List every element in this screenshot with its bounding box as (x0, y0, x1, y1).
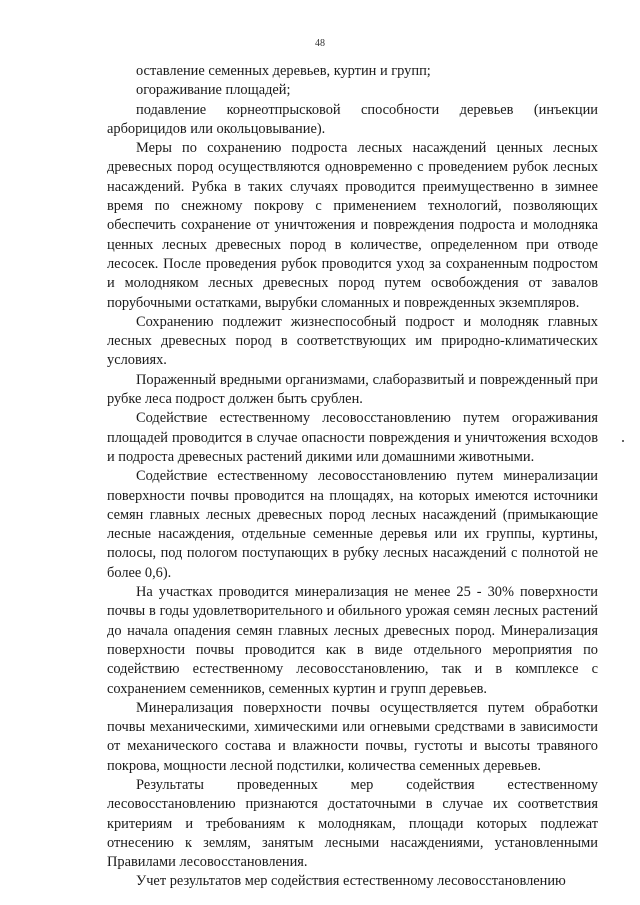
document-body (107, 62, 598, 892)
paragraph-10: Минерализация поверхности почвы осуществляется путем обработки почвы механическими, химическими или огневыми средствами в зависимости от механического состава и влажности почвы, густоты и высоты травяного покрова, мощности лесной подстилки, количества семенных деревьев. (107, 699, 598, 774)
paragraph-2: огораживание площадей; (136, 82, 291, 99)
paragraph-12: Учет результатов мер содействия естественному лесовосстановлению (136, 873, 566, 890)
paragraph-4: Меры по сохранению подроста лесных насаждений ценных лесных древесных пород осуществляются одновременно с проведением рубок лесных насаждений. Рубка в таких случаях проводится преимущественно в зимнее время по снежному покрову с применением технологий, позволяющих обеспечить сохранение от уничтожения и повреждения подроста и молодняка ценных лесных древесных пород в количестве, определенном при отводе лесосек. После проведения рубок проводится уход за сохраненным подростом и молодняком лесных древесных пород путем освобождения от завалов порубочными остатками, вырубки сломанных и поврежденных экземпляров. (107, 140, 598, 311)
paragraph-1: оставление семенных деревьев, куртин и групп; (136, 63, 431, 79)
paragraph-8: Содействие естественному лесовосстановлению путем минерализации поверхности почвы проводится на площадях, на которых имеются источники семян главных лесных древесных пород лесных насаждений (примыкающие лесные насаждения, отдельные семенные деревья или их группы, куртины, полосы, под пологом поступающих в рубку лесных насаждений с полнотой не более 0,6). (107, 468, 598, 581)
paragraph-6: Пораженный вредными организмами, слаборазвитый и поврежденный при рубке леса подрост должен быть срублен. (107, 371, 598, 408)
paragraph-9: На участках проводится минерализация не менее 25 - 30% поверхности почвы в годы удовлетворительного и обильного урожая семян лесных растений до начала опадения семян главных лесных древесных пород. Минерализация поверхности почвы проводится как в виде отдельного мероприятия по содействию естественному лесовосстановлению, так и в комплексе с сохранением семенников, семенных куртин и групп деревьев. (107, 584, 598, 697)
paragraph-7: Содействие естественному лесовосстановлению путем огораживания площадей проводится в случае опасности повреждения и уничтожения всходов и подроста древесных растений дикими или домашними животными. (107, 410, 598, 465)
paragraph-3: подавление корнеотпрысковой способности деревьев (инъекции арборицидов или окольцовывание). (107, 101, 598, 137)
paragraph-11: Результаты проведенных мер содействия естественному лесовосстановлению признаются достаточными в случае их соответствия критериям и требованиям к молоднякам, площади которых подлежат отнесению к землям, занятым лесными насаждениями, установленными Правилами лесовосстановления. (107, 776, 598, 871)
page-number: 48 (315, 38, 325, 49)
paragraph-5: Сохранению подлежит жизнеспособный подрост и молодняк главных лесных древесных пород в соответствующих им природно-климатических условиях. (107, 313, 598, 369)
scan-dot-mark (622, 440, 624, 442)
